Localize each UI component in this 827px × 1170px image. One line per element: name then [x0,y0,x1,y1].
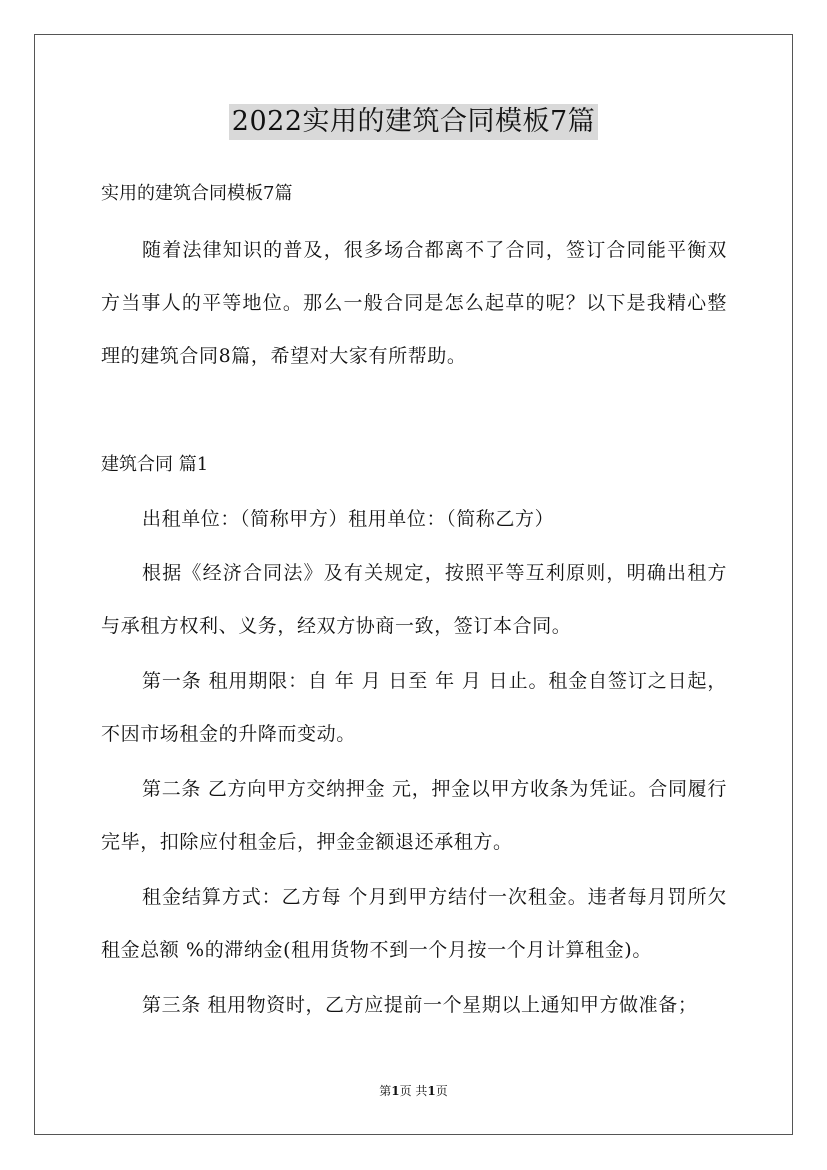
document-subtitle: 实用的建筑合同模板7篇 [101,183,293,204]
paragraph-parties: 出租单位：（简称甲方）租用单位：（简称乙方） [142,508,555,530]
document-title: 2022实用的建筑合同模板7篇 [229,104,598,140]
section-heading: 建筑合同 篇1 [101,454,209,475]
footer-total-pages: 1 [427,1084,436,1098]
footer-mid: 页 共 [399,1084,428,1098]
intro-paragraph: 随着法律知识的普及，很多场合都离不了合同，签订合同能平衡双方当事人的平等地位。那么一般合同是怎么起草的呢？以下是我精心整理的建筑合同8篇，希望对大家有所帮助。 [101,239,727,367]
title-container [0,104,827,140]
page-footer [0,1083,827,1099]
footer-prefix: 第 [379,1084,392,1098]
paragraph-rent-settlement: 租金结算方式：乙方每 个月到甲方结付一次租金。违者每月罚所欠租金总额 %的滞纳金(租用货物不到一个月按一个月计算租金)。 [101,886,727,961]
paragraph-basis: 根据《经济合同法》及有关规定，按照平等互利原则，明确出租方与承租方权利、义务，经双方协商一致，签订本合同。 [101,562,727,637]
paragraph-article-2: 第二条 乙方向甲方交纳押金 元，押金以甲方收条为凭证。合同履行完毕，扣除应付租金后，押金金额退还承租方。 [101,778,727,853]
paragraph-article-1: 第一条 租用期限：自 年 月 日至 年 月 日止。租金自签订之日起，不因市场租金的升降而变动。 [101,670,727,745]
paragraph-article-3: 第三条 租用物资时，乙方应提前一个星期以上通知甲方做准备； [142,994,698,1016]
footer-suffix: 页 [435,1084,448,1098]
footer-page-number: 1 [391,1084,400,1098]
